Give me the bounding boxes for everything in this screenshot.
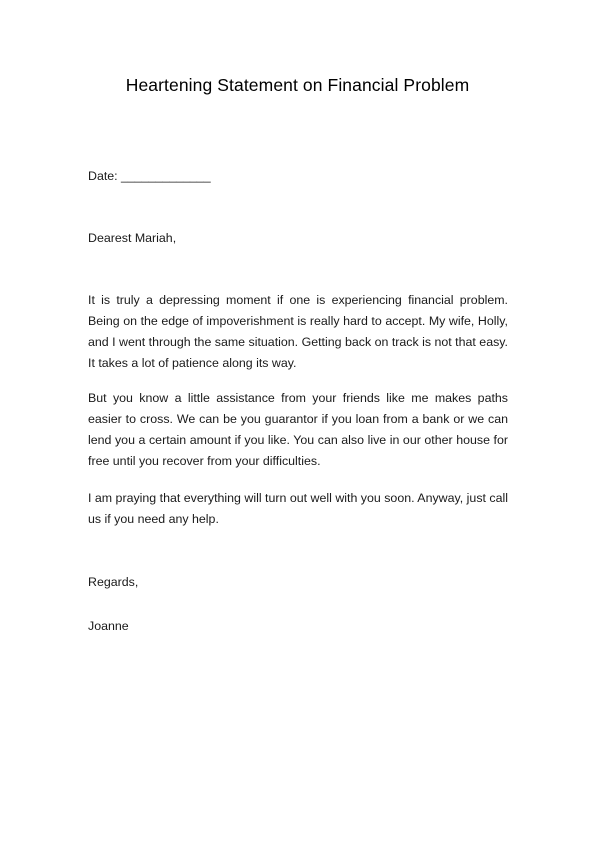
signature: Joanne <box>88 619 129 633</box>
body-paragraph-1: It is truly a depressing moment if one is experiencing financial problem. Being on the edge of impoverishment is really hard to accept. My wife, Holly, and I went through the same situation. Getting back on track is not that easy. It takes a lot of patience along its way. <box>88 293 508 370</box>
letter-title: Heartening Statement on Financial Problem <box>125 75 470 95</box>
body-paragraph-2: But you know a little assistance from your friends like me makes paths easier to cross. We can be you guarantor if you loan from a bank or we can lend you a certain amount if you like. You can also live in our other house for free until you recover from your difficulties. <box>88 391 508 468</box>
date-line: Date: _____________ <box>88 169 211 183</box>
body-paragraph-3: I am praying that everything will turn out well with you soon. Anyway, just call us if you need any help. <box>88 491 508 526</box>
greeting: Dearest Mariah, <box>88 231 177 245</box>
closing: Regards, <box>88 575 139 589</box>
